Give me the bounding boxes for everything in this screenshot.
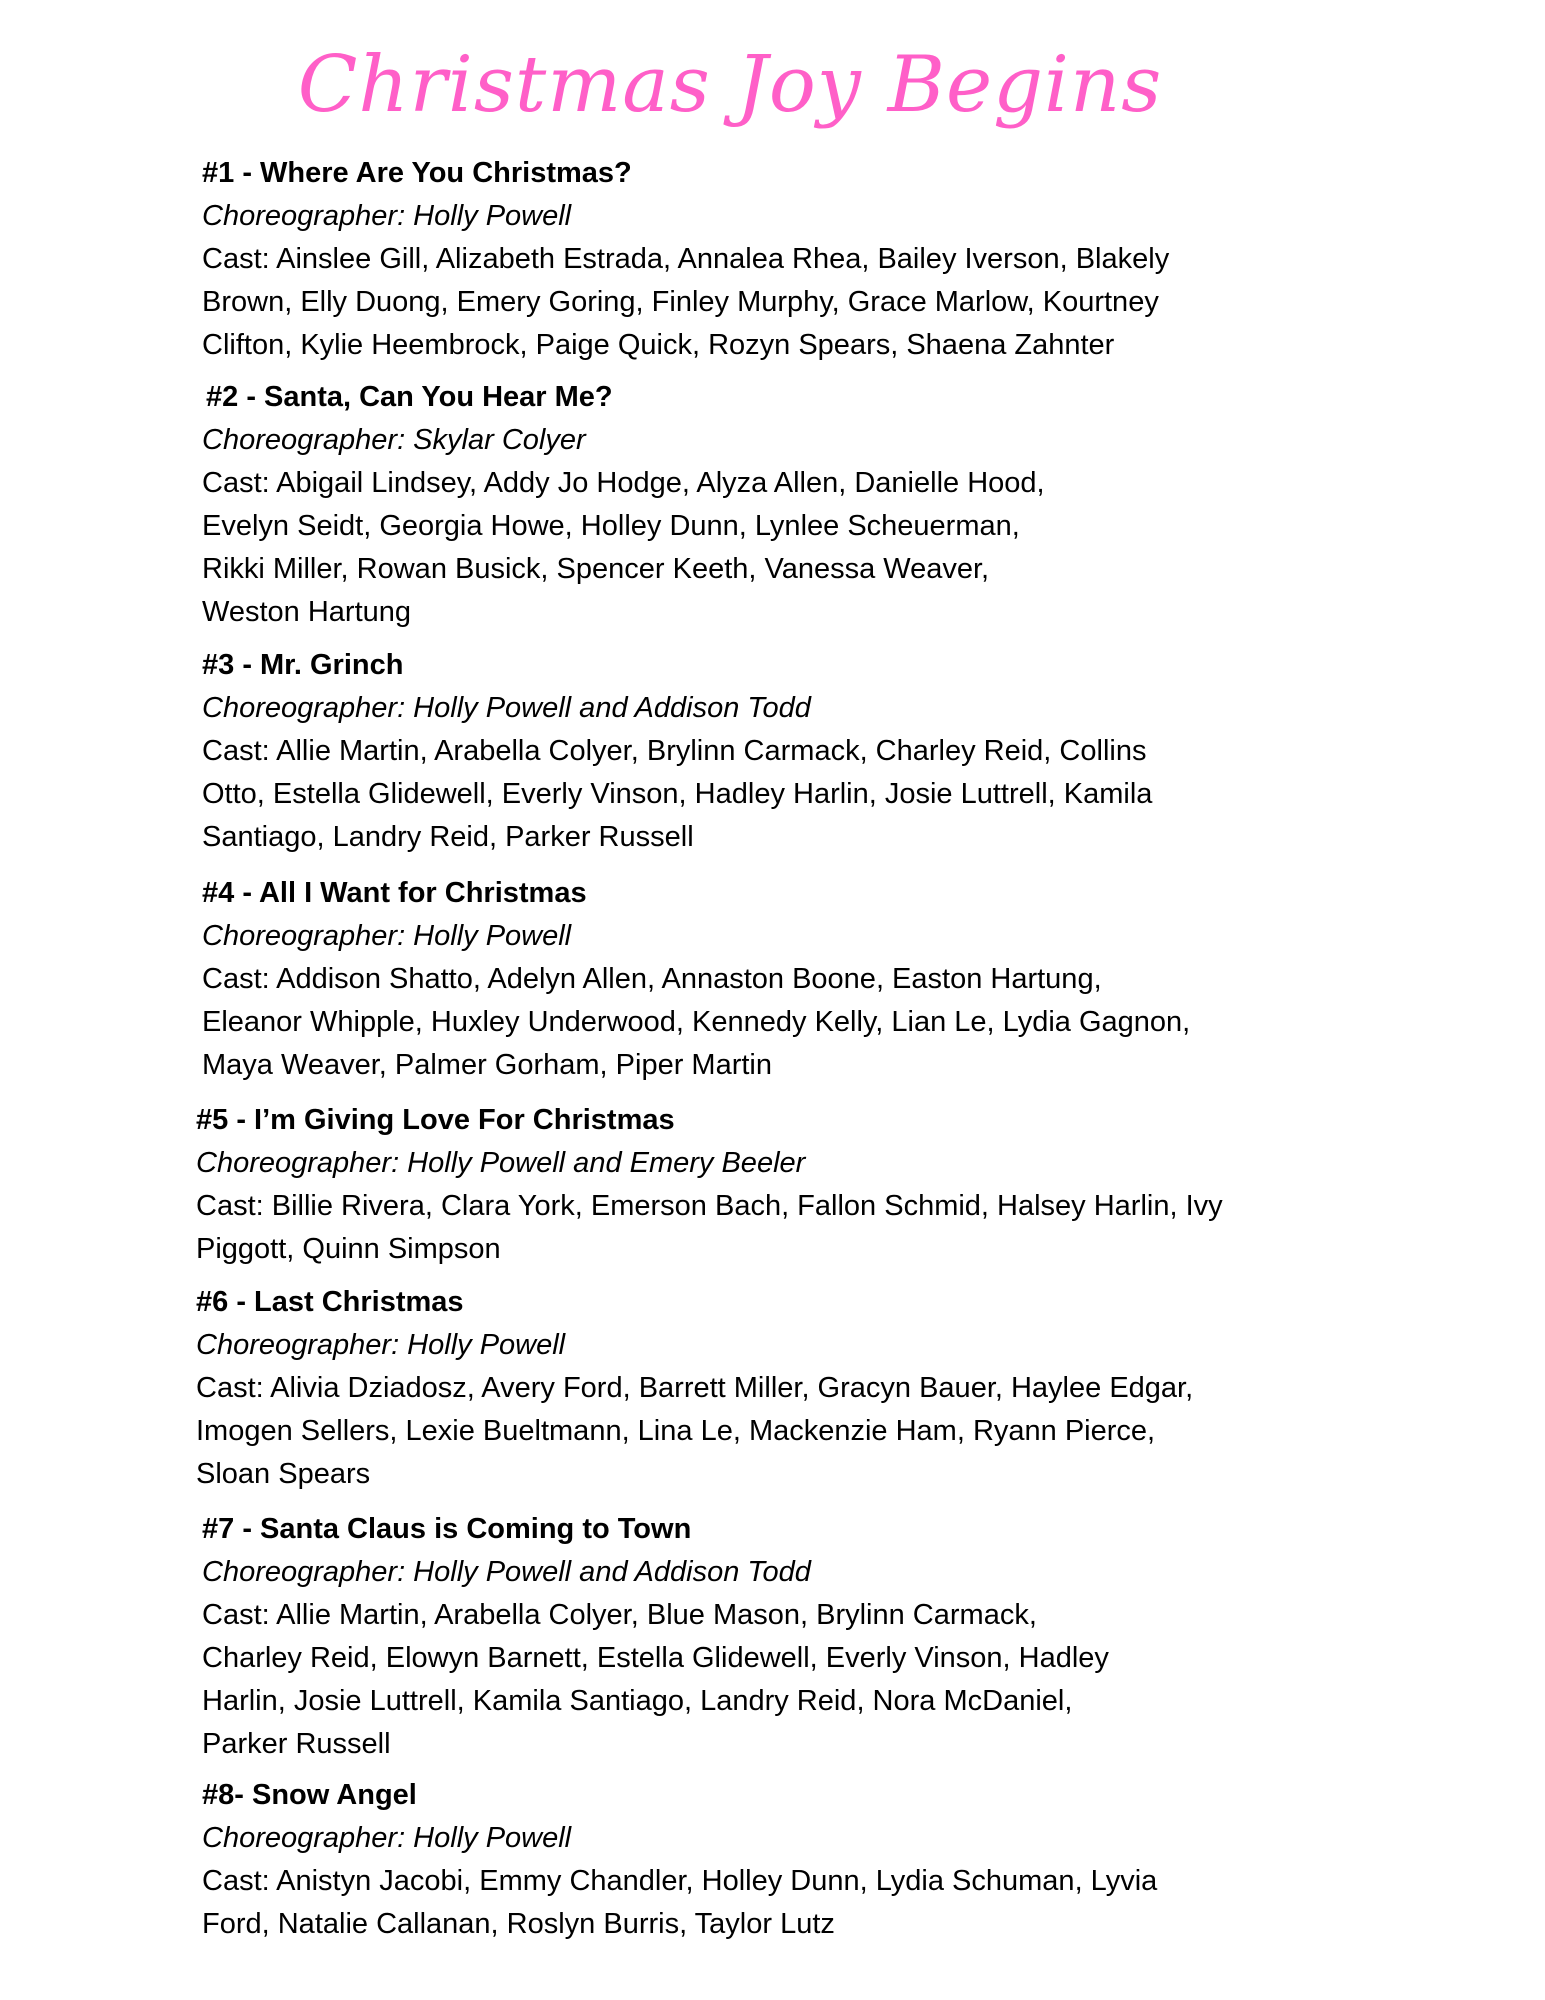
item-title: #3 - Mr. Grinch bbox=[202, 649, 404, 681]
program-item-8 bbox=[202, 1774, 1342, 1946]
item-cast-line: Piggott, Quinn Simpson bbox=[196, 1233, 501, 1265]
program-item-1 bbox=[202, 152, 1342, 367]
item-cast-line: Ford, Natalie Callanan, Roslyn Burris, Taylor Lutz bbox=[202, 1908, 835, 1940]
item-cast-line: Eleanor Whipple, Huxley Underwood, Kennedy Kelly, Lian Le, Lydia Gagnon, bbox=[202, 1006, 1191, 1038]
item-cast-line: Cast: Addison Shatto, Adelyn Allen, Annaston Boone, Easton Hartung, bbox=[202, 963, 1102, 995]
page-title: Christmas Joy Begins bbox=[297, 40, 1163, 130]
item-choreographer: Choreographer: Holly Powell bbox=[196, 1329, 566, 1361]
item-cast-line: Brown, Elly Duong, Emery Goring, Finley Murphy, Grace Marlow, Kourtney bbox=[202, 286, 1159, 318]
item-cast-line: Santiago, Landry Reid, Parker Russell bbox=[202, 821, 694, 853]
item-cast-line: Clifton, Kylie Heembrock, Paige Quick, Rozyn Spears, Shaena Zahnter bbox=[202, 329, 1115, 361]
item-cast-line: Rikki Miller, Rowan Busick, Spencer Keeth, Vanessa Weaver, bbox=[202, 553, 990, 585]
item-title: #2 - Santa, Can You Hear Me? bbox=[206, 381, 613, 413]
program-item-5 bbox=[196, 1099, 1336, 1271]
program-item-7 bbox=[202, 1508, 1342, 1766]
item-choreographer: Choreographer: Holly Powell and Addison Todd bbox=[202, 1556, 811, 1588]
item-title: #8- Snow Angel bbox=[202, 1779, 417, 1811]
item-cast-line: Cast: Anistyn Jacobi, Emmy Chandler, Holley Dunn, Lydia Schuman, Lyvia bbox=[202, 1865, 1158, 1897]
item-cast-line: Parker Russell bbox=[202, 1728, 391, 1760]
item-cast-line: Cast: Alivia Dziadosz, Avery Ford, Barrett Miller, Gracyn Bauer, Haylee Edgar, bbox=[196, 1372, 1194, 1404]
item-cast-line: Otto, Estella Glidewell, Everly Vinson, Hadley Harlin, Josie Luttrell, Kamila bbox=[202, 778, 1153, 810]
program-item-6 bbox=[196, 1281, 1336, 1496]
item-title: #6 - Last Christmas bbox=[196, 1286, 464, 1318]
item-title: #5 - I’m Giving Love For Christmas bbox=[196, 1104, 675, 1136]
item-choreographer: Choreographer: Holly Powell bbox=[202, 920, 572, 952]
item-title: #1 - Where Are You Christmas? bbox=[202, 157, 632, 189]
item-cast-line: Cast: Billie Rivera, Clara York, Emerson Bach, Fallon Schmid, Halsey Harlin, Ivy bbox=[196, 1190, 1223, 1222]
item-cast-line: Cast: Ainslee Gill, Alizabeth Estrada, Annalea Rhea, Bailey Iverson, Blakely bbox=[202, 243, 1170, 275]
item-cast-line: Sloan Spears bbox=[196, 1458, 371, 1490]
item-cast-line: Cast: Allie Martin, Arabella Colyer, Brylinn Carmack, Charley Reid, Collins bbox=[202, 735, 1147, 767]
item-choreographer: Choreographer: Holly Powell bbox=[202, 200, 572, 232]
item-cast-line: Cast: Allie Martin, Arabella Colyer, Blue Mason, Brylinn Carmack, bbox=[202, 1599, 1037, 1631]
item-title: #4 - All I Want for Christmas bbox=[202, 877, 587, 909]
item-choreographer: Choreographer: Holly Powell bbox=[202, 1822, 572, 1854]
item-cast-line: Weston Hartung bbox=[202, 596, 412, 628]
program-item-2 bbox=[202, 376, 1346, 634]
program-item-3 bbox=[202, 644, 1342, 859]
item-choreographer: Choreographer: Holly Powell and Emery Beeler bbox=[196, 1147, 806, 1179]
item-choreographer: Choreographer: Holly Powell and Addison Todd bbox=[202, 692, 811, 724]
program-item-4 bbox=[202, 872, 1342, 1087]
item-cast-line: Cast: Abigail Lindsey, Addy Jo Hodge, Alyza Allen, Danielle Hood, bbox=[202, 467, 1045, 499]
item-cast-line: Imogen Sellers, Lexie Bueltmann, Lina Le, Mackenzie Ham, Ryann Pierce, bbox=[196, 1415, 1156, 1447]
item-cast-line: Evelyn Seidt, Georgia Howe, Holley Dunn, Lynlee Scheuerman, bbox=[202, 510, 1020, 542]
item-title: #7 - Santa Claus is Coming to Town bbox=[202, 1513, 692, 1545]
item-cast-line: Charley Reid, Elowyn Barnett, Estella Glidewell, Everly Vinson, Hadley bbox=[202, 1642, 1109, 1674]
item-choreographer: Choreographer: Skylar Colyer bbox=[202, 424, 586, 456]
item-cast-line: Maya Weaver, Palmer Gorham, Piper Martin bbox=[202, 1049, 772, 1081]
item-cast-line: Harlin, Josie Luttrell, Kamila Santiago, Landry Reid, Nora McDaniel, bbox=[202, 1685, 1073, 1717]
